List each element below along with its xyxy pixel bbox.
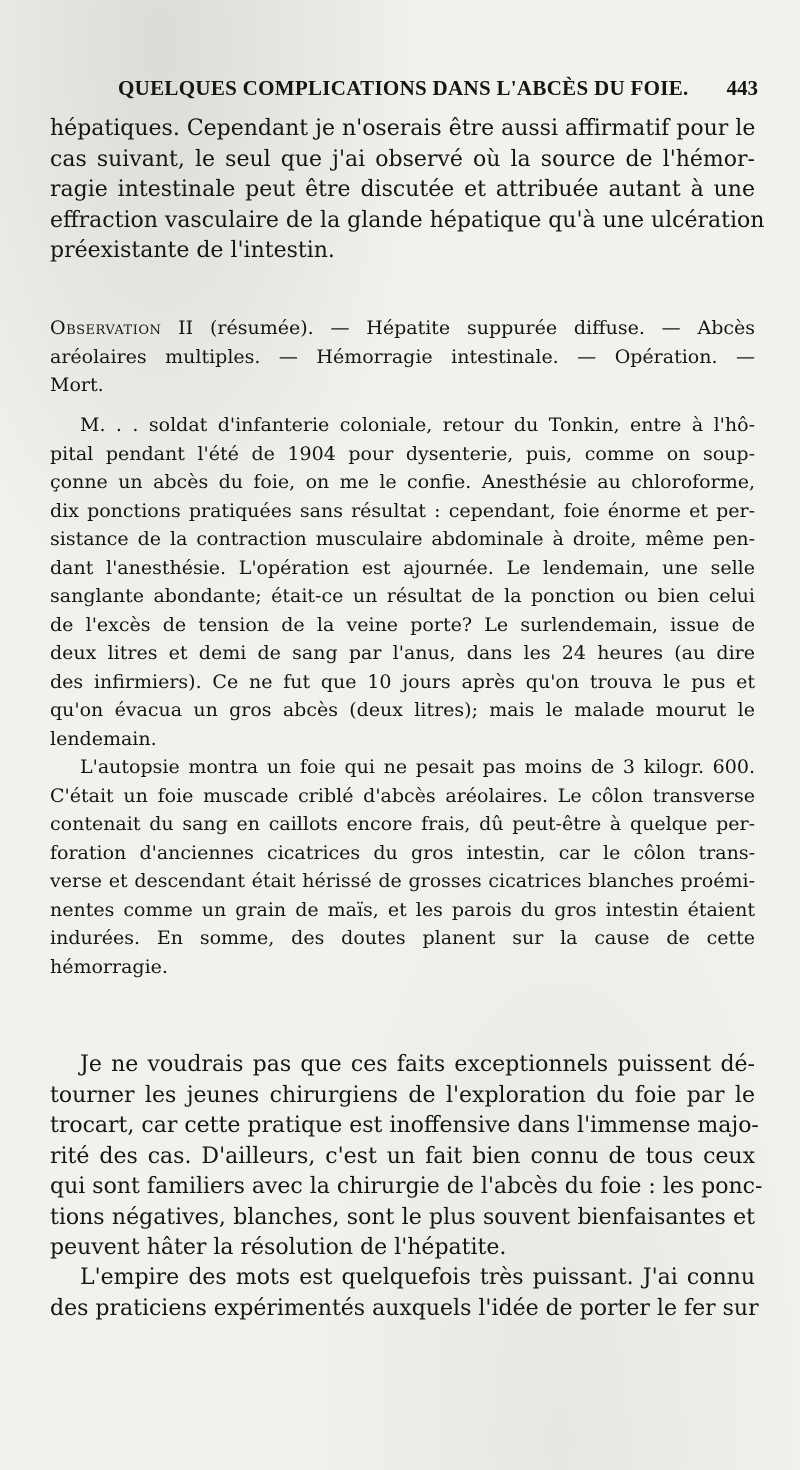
- text-line: qu'on évacua un gros abcès (deux litres); mais le malade mourut le: [50, 699, 755, 721]
- text-line: hémorragie.: [50, 955, 168, 978]
- text-line: dix ponctions pratiquées sans résultat : cependant, foie énorme et per-: [50, 499, 755, 522]
- paragraph-empire: [50, 1263, 759, 1324]
- text-line: rité des cas. D'ailleurs, c'est un fait bien connu de tous ceux: [50, 1143, 755, 1169]
- text-line: sanglante abondante; était-ce un résultat de la ponction ou bien celui: [50, 585, 755, 607]
- observation-heading-rest: II (résumée). — Hépatite suppurée diffuse. — Abcès: [161, 317, 755, 339]
- text-line: tions négatives, blanches, sont le plus souvent bienfaisantes et: [50, 1204, 755, 1230]
- text-line: tourner les jeunes chirurgiens de l'exploration du foie par le: [50, 1082, 755, 1108]
- observation-heading-line: aréolaires multiples. — Hémorragie intestinale. — Opération. —: [50, 345, 755, 368]
- text-line: deux litres et demi de sang par l'anus, dans les 24 heures (au dire: [50, 642, 755, 664]
- text-line: des infirmiers). Ce ne fut que 10 jours après qu'on trouva le pus et: [50, 670, 755, 693]
- text-line: çonne un abcès du foie, on me le confie. Anesthésie au chloroforme,: [50, 471, 755, 493]
- text-line: L'empire des mots est quelquefois très puissant. J'ai connu: [80, 1265, 755, 1290]
- text-line: cas suivant, le seul que j'ai observé où la source de l'hémor-: [50, 146, 755, 172]
- text-line: lendemain.: [50, 727, 157, 750]
- text-line: M. . . soldat d'infanterie coloniale, retour du Tonkin, entre à l'hô-: [80, 414, 755, 436]
- text-line: contenait du sang en caillots encore frais, dû peut-être à quelque per-: [50, 813, 755, 835]
- text-line: de l'excès de tension de la veine porte? Le surlendemain, issue de: [50, 613, 755, 636]
- text-line: des praticiens expérimentés auxquels l'idée de porter le fer sur: [50, 1295, 759, 1321]
- paragraph-trocart: [50, 1050, 763, 1264]
- text-line: C'était un foie muscade criblé d'abcès aréolaires. Le côlon transverse: [50, 784, 755, 807]
- text-line: peuvent hâter la résolution de l'hépatite.: [50, 1235, 507, 1260]
- text-line: qui sont familiers avec la chirurgie de l'abcès du foie : les ponc-: [50, 1174, 763, 1199]
- observation-heading-line: [50, 314, 755, 343]
- observation-heading-line: Mort.: [50, 374, 104, 396]
- text-line: pital pendant l'été de 1904 pour dysenterie, puis, comme on soup-: [50, 442, 755, 465]
- observation-label: Observation: [50, 317, 162, 339]
- observation-case: [50, 411, 755, 981]
- running-head: [50, 76, 760, 106]
- page-number: 443: [726, 76, 758, 100]
- text-line: Je ne voudrais pas que ces faits exceptionnels puissent dé-: [80, 1052, 755, 1077]
- text-line: effraction vasculaire de la glande hépatique qu'à une ulcération: [50, 207, 765, 233]
- text-line: indurées. En somme, des doutes planent sur la cause de cette: [50, 927, 755, 949]
- text-line: nentes comme un grain de maïs, et les parois du gros intestin étaient: [50, 898, 755, 921]
- observation-heading: [50, 314, 755, 400]
- text-line: foration d'anciennes cicatrices du gros intestin, car le côlon trans-: [50, 841, 755, 864]
- running-title: QUELQUES COMPLICATIONS DANS L'ABCÈS DU FOIE.: [118, 76, 689, 100]
- paragraph-intro: [50, 114, 765, 267]
- text-line: L'autopsie montra un foie qui ne pesait pas moins de 3 kilogr. 600.: [80, 756, 755, 778]
- text-line: hépatiques. Cependant je n'oserais être aussi affirmatif pour le: [50, 116, 756, 141]
- text-line: verse et descendant était hérissé de grosses cicatrices blanches proémi-: [50, 870, 755, 892]
- text-line: dant l'anesthésie. L'opération est ajournée. Le lendemain, une selle: [50, 556, 755, 579]
- text-line: trocart, car cette pratique est inoffensive dans l'immense majo-: [50, 1113, 759, 1138]
- text-line: sistance de la contraction musculaire abdominale à droite, même pen-: [50, 528, 755, 550]
- text-line: préexistante de l'intestin.: [50, 238, 335, 263]
- text-line: ragie intestinale peut être discutée et attribuée autant à une: [50, 177, 755, 202]
